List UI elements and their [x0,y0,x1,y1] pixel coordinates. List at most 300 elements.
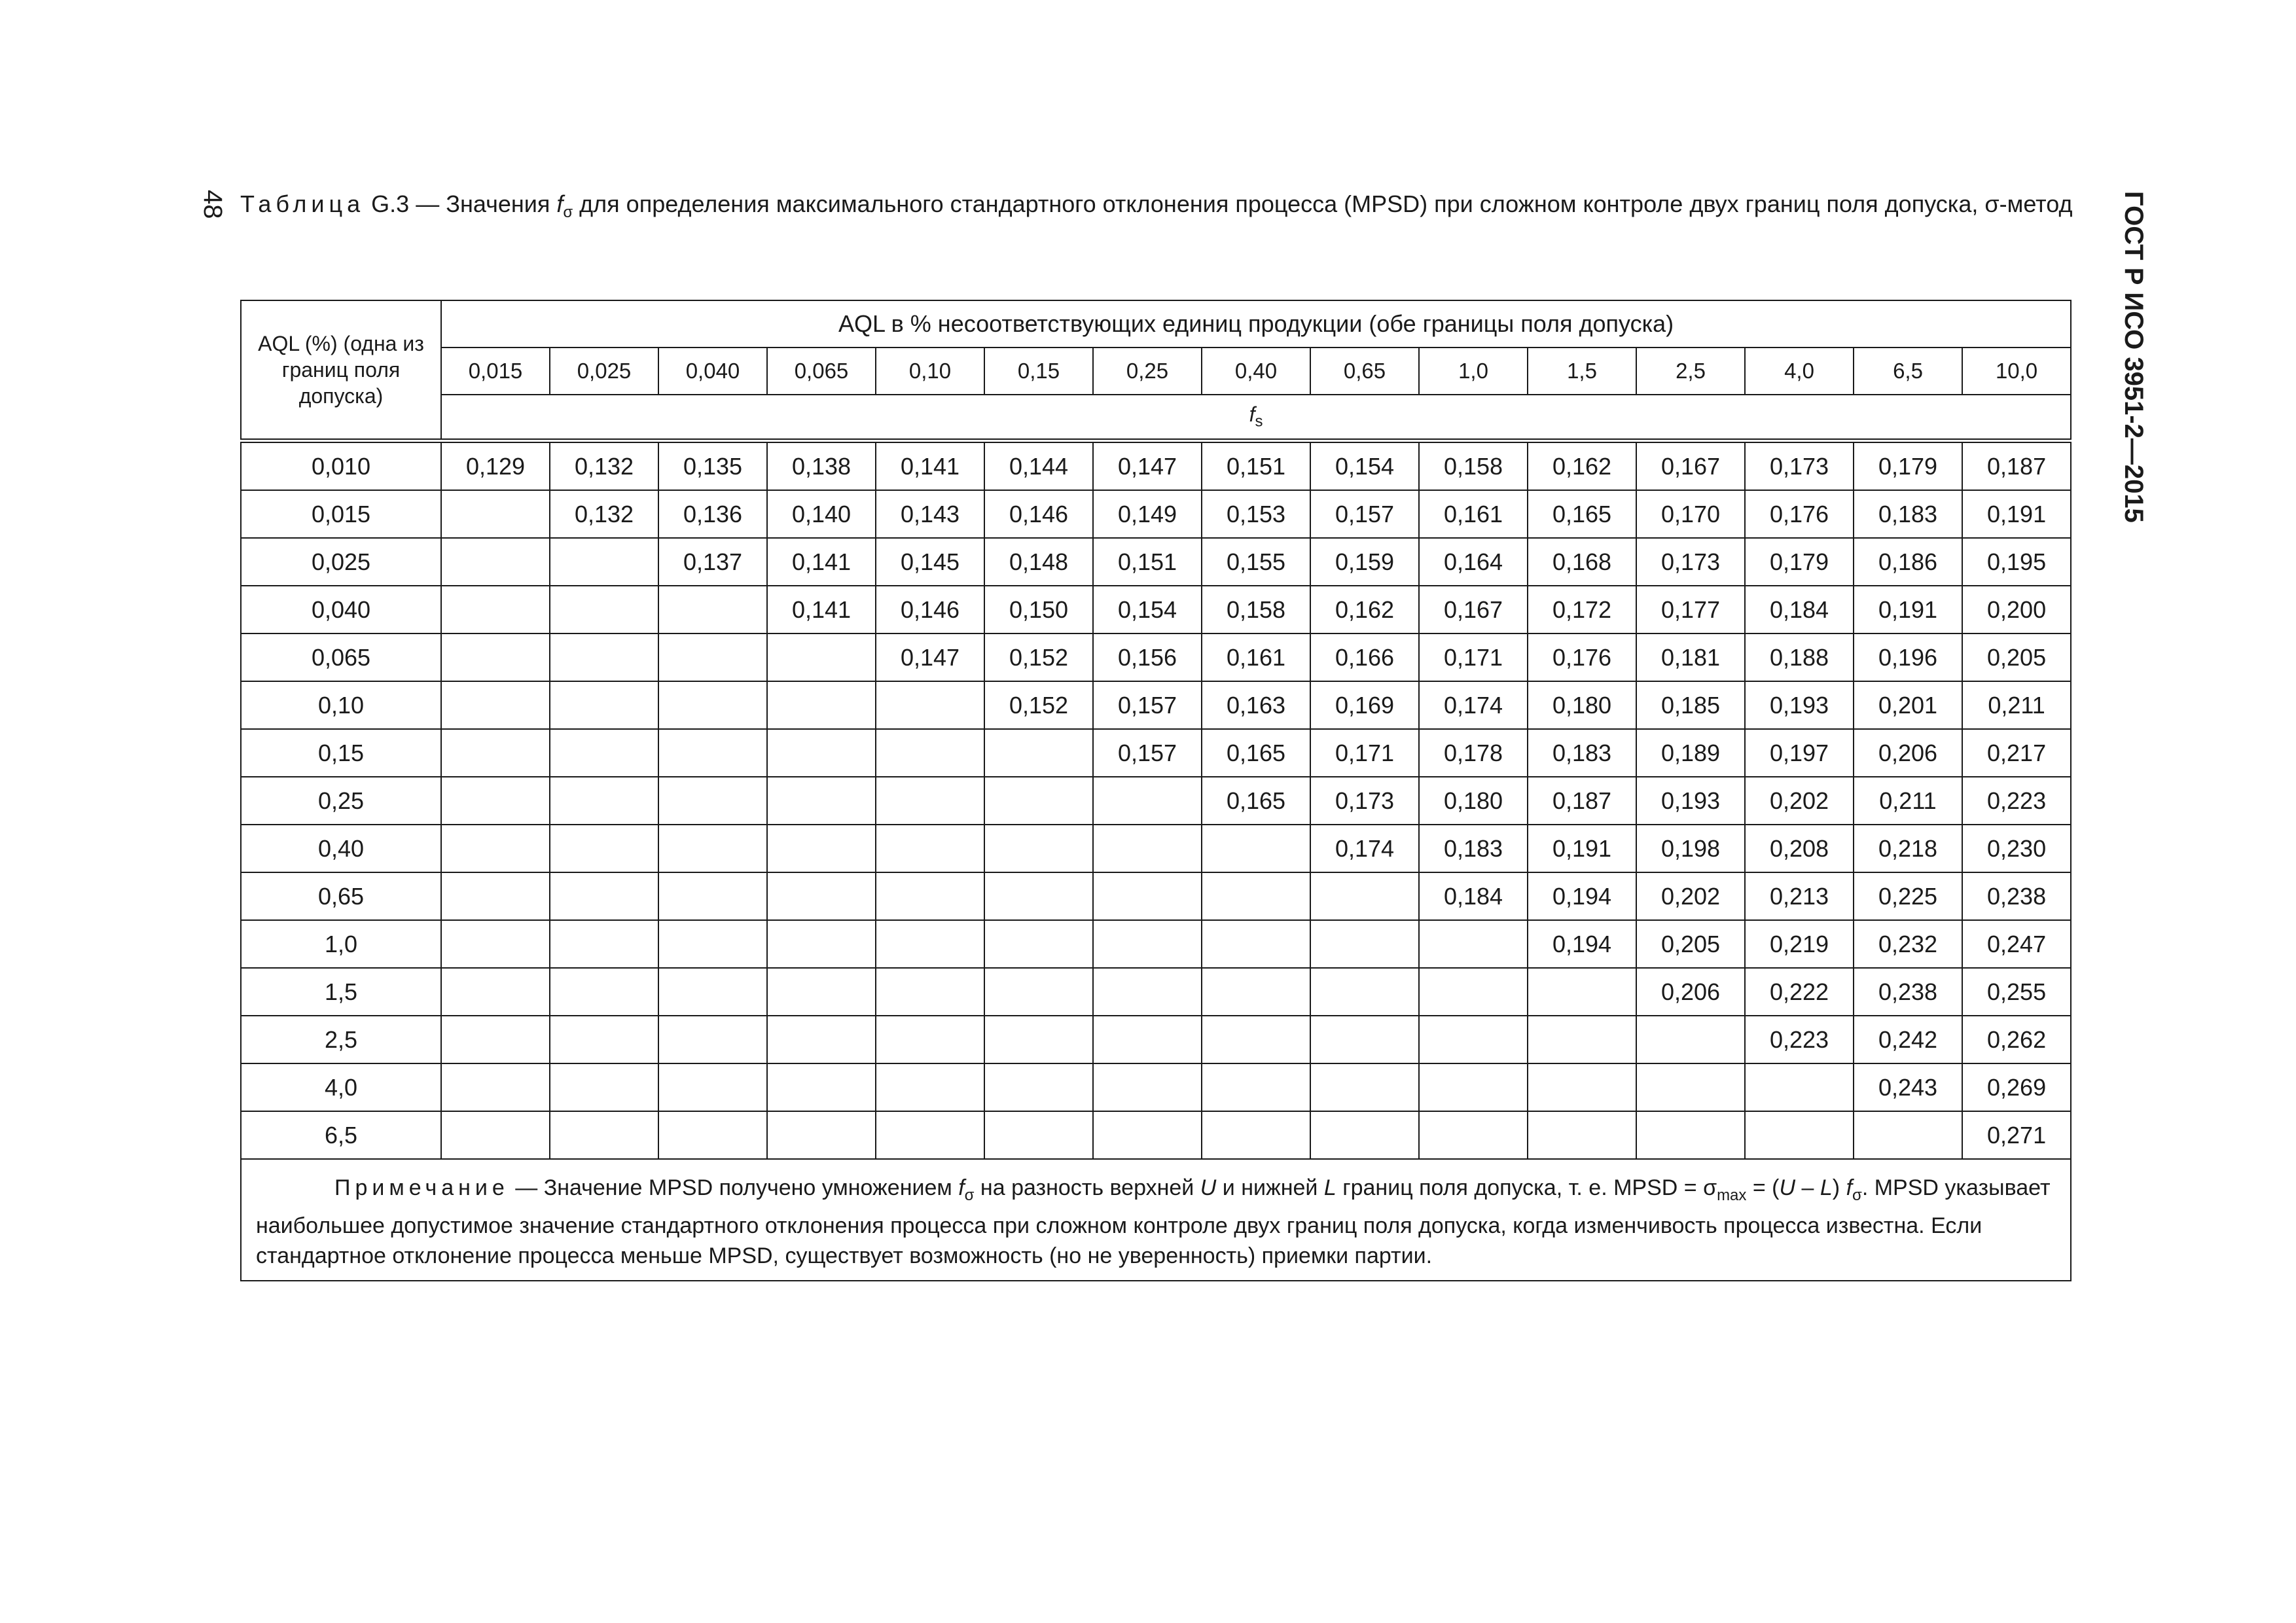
table-cell [876,968,984,1016]
note-label: Примечание [334,1175,509,1200]
table-cell: 0,137 [658,538,767,586]
table-row [241,825,2071,872]
note-u-symbol: U [1779,1175,1796,1200]
table-cell [876,872,984,920]
caption-number: G.3 [371,190,410,217]
note-text: границ поля допуска, т. е. MPSD = σ [1336,1175,1717,1200]
column-header: 0,025 [550,348,658,395]
column-header: 1,0 [1419,348,1528,395]
table-cell [550,1111,658,1159]
table-cell: 0,151 [1202,441,1310,491]
column-header: 6,5 [1854,348,1962,395]
table-cell [767,681,876,729]
table-cell [876,920,984,968]
table-cell: 0,148 [984,538,1093,586]
caption-label: Таблица [240,190,365,217]
table-row [241,1063,2071,1111]
table-row [241,681,2071,729]
table-cell: 0,218 [1854,825,1962,872]
table-cell: 0,198 [1636,825,1745,872]
table-cell [550,777,658,825]
column-header: 0,65 [1310,348,1419,395]
table-cell [441,968,550,1016]
table-cell: 0,163 [1202,681,1310,729]
table-cell [441,1111,550,1159]
table-cell [876,1063,984,1111]
table-cell: 0,143 [876,490,984,538]
table-cell: 0,144 [984,441,1093,491]
table-cell [1093,920,1202,968]
table-cell: 0,184 [1419,872,1528,920]
table-cell [550,729,658,777]
column-header: 0,25 [1093,348,1202,395]
table-cell: 0,242 [1854,1016,1962,1063]
table-cell [1419,968,1528,1016]
table-cell: 0,179 [1745,538,1854,586]
note-f-symbol: f [1846,1175,1853,1200]
table-cell [1528,968,1636,1016]
table-cell: 0,176 [1745,490,1854,538]
table-cell: 0,162 [1528,441,1636,491]
table-cell: 0,169 [1310,681,1419,729]
table-cell: 0,146 [984,490,1093,538]
table-cell [1202,968,1310,1016]
caption-text-before: — Значения [416,190,557,217]
row-aql-label: 0,10 [241,681,441,729]
table-cell: 0,187 [1962,441,2071,491]
table-cell: 0,206 [1854,729,1962,777]
table-cell: 0,213 [1745,872,1854,920]
table-cell: 0,171 [1310,729,1419,777]
table-cell: 0,153 [1202,490,1310,538]
table-cell: 0,145 [876,538,984,586]
table-cell: 0,166 [1310,633,1419,681]
document-code: ГОСТ Р ИСО 3951-2—2015 [2119,191,2148,523]
note-text: и нижней [1216,1175,1324,1200]
table-cell: 0,189 [1636,729,1745,777]
table-cell: 0,238 [1962,872,2071,920]
table-row [241,872,2071,920]
table-cell: 0,211 [1854,777,1962,825]
table-cell: 0,223 [1745,1016,1854,1063]
table-cell: 0,140 [767,490,876,538]
table-cell [1636,1016,1745,1063]
table-cell: 0,186 [1854,538,1962,586]
table-cell: 0,222 [1745,968,1854,1016]
row-aql-label: 1,5 [241,968,441,1016]
note-text: на разность верхней [974,1175,1200,1200]
note-l-symbol: L [1323,1175,1336,1200]
table-cell: 0,219 [1745,920,1854,968]
table-cell [1310,1016,1419,1063]
table-cell: 0,147 [876,633,984,681]
table-cell [550,633,658,681]
row-aql-label: 2,5 [241,1016,441,1063]
table-cell [1310,1111,1419,1159]
table-cell [550,968,658,1016]
table-cell [441,490,550,538]
table-cell: 0,164 [1419,538,1528,586]
column-header: 0,065 [767,348,876,395]
column-header: 0,15 [984,348,1093,395]
note-u-symbol: U [1200,1175,1217,1200]
table-cell [767,872,876,920]
table-row [241,441,2071,491]
table-cell: 0,158 [1419,441,1528,491]
table-cell: 0,129 [441,441,550,491]
caption-text-after: для определения максимального стандартного отклонения процесса (MPSD) при сложном контроле двух границ поля допуска, σ-метод [573,190,2073,217]
table-cell: 0,170 [1636,490,1745,538]
row-aql-label: 4,0 [241,1063,441,1111]
table-cell: 0,154 [1093,586,1202,633]
table-cell [658,729,767,777]
table-cell: 0,232 [1854,920,1962,968]
table-cell: 0,149 [1093,490,1202,538]
table-cell: 0,211 [1962,681,2071,729]
table-cell [1745,1063,1854,1111]
table-cell: 0,201 [1854,681,1962,729]
column-header-row [241,348,2071,395]
page-number: 48 [198,190,227,219]
table-row [241,777,2071,825]
table-cell: 0,147 [1093,441,1202,491]
table-cell [1202,1063,1310,1111]
table-cell [767,777,876,825]
table-cell [1093,825,1202,872]
table-cell [658,633,767,681]
table-cell: 0,152 [984,633,1093,681]
table-cell [550,1016,658,1063]
column-header: 4,0 [1745,348,1854,395]
table-cell: 0,152 [984,681,1093,729]
table-cell [1419,920,1528,968]
table-cell [1310,920,1419,968]
table-cell [1310,872,1419,920]
note-row [241,1159,2071,1281]
note-f-symbol: f [958,1175,965,1200]
table-cell [1093,1016,1202,1063]
table-cell [1419,1111,1528,1159]
table-cell: 0,173 [1310,777,1419,825]
table-cell: 0,157 [1310,490,1419,538]
note-sigma-sub: σ [1852,1186,1862,1204]
table-cell [441,920,550,968]
table-cell: 0,174 [1419,681,1528,729]
table-cell: 0,195 [1962,538,2071,586]
table-cell: 0,238 [1854,968,1962,1016]
table-cell [658,825,767,872]
table-cell: 0,146 [876,586,984,633]
table-cell [767,1016,876,1063]
table-cell: 0,179 [1854,441,1962,491]
table-cell: 0,181 [1636,633,1745,681]
table-cell: 0,165 [1202,777,1310,825]
table-cell: 0,197 [1745,729,1854,777]
table-cell [658,1016,767,1063]
table-cell: 0,141 [767,538,876,586]
table-cell: 0,255 [1962,968,2071,1016]
column-header: 2,5 [1636,348,1745,395]
table-cell: 0,180 [1528,681,1636,729]
table-cell [767,1111,876,1159]
row-aql-label: 6,5 [241,1111,441,1159]
column-header: 0,40 [1202,348,1310,395]
table-cell [984,1016,1093,1063]
table-cell [441,586,550,633]
table-cell [1528,1111,1636,1159]
table-cell: 0,136 [658,490,767,538]
table-cell [658,872,767,920]
table-cell: 0,187 [1528,777,1636,825]
table-cell [441,1016,550,1063]
table-cell: 0,193 [1745,681,1854,729]
table-cell: 0,141 [767,586,876,633]
column-header: 0,015 [441,348,550,395]
table-cell [658,1063,767,1111]
table-cell [984,777,1093,825]
row-aql-label: 0,040 [241,586,441,633]
row-aql-label: 0,25 [241,777,441,825]
table-cell: 0,168 [1528,538,1636,586]
table-cell: 0,262 [1962,1016,2071,1063]
table-cell: 0,178 [1419,729,1528,777]
table-cell [550,920,658,968]
table-cell [876,777,984,825]
table-cell [1093,968,1202,1016]
column-header: 1,5 [1528,348,1636,395]
table-cell: 0,194 [1528,872,1636,920]
table-cell [876,1016,984,1063]
table-cell [658,681,767,729]
table-row [241,586,2071,633]
table-cell [984,872,1093,920]
column-header: 0,10 [876,348,984,395]
table-cell [1419,1016,1528,1063]
table-caption [240,188,2073,228]
table-cell: 0,167 [1636,441,1745,491]
table-cell [876,729,984,777]
table-cell [1202,872,1310,920]
row-aql-label: 0,065 [241,633,441,681]
table-cell [441,777,550,825]
column-group-label: AQL в % несоответствующих единиц продукции (обе границы поля допуска) [441,300,2071,348]
table-cell: 0,243 [1854,1063,1962,1111]
table-row [241,1016,2071,1063]
table-cell: 0,161 [1202,633,1310,681]
table-cell: 0,154 [1310,441,1419,491]
table-cell [441,633,550,681]
table-cell: 0,162 [1310,586,1419,633]
table-row [241,633,2071,681]
table-cell: 0,183 [1854,490,1962,538]
table-cell [1093,1063,1202,1111]
table-cell [658,920,767,968]
table-cell [441,729,550,777]
table-row [241,968,2071,1016]
caption-symbol-sub: σ [563,204,573,222]
table-cell: 0,183 [1528,729,1636,777]
table-cell: 0,159 [1310,538,1419,586]
table-cell [984,1111,1093,1159]
table-cell: 0,177 [1636,586,1745,633]
column-header: 10,0 [1962,348,2071,395]
table-cell: 0,184 [1745,586,1854,633]
table-cell: 0,151 [1093,538,1202,586]
table-cell: 0,173 [1745,441,1854,491]
row-aql-label: 0,15 [241,729,441,777]
table-cell [658,1111,767,1159]
table-cell [1419,1063,1528,1111]
table-cell: 0,196 [1854,633,1962,681]
note-text: = ( [1746,1175,1780,1200]
factor-symbol-cell [441,395,2071,441]
table-cell: 0,205 [1636,920,1745,968]
table-cell [550,1063,658,1111]
table-cell: 0,150 [984,586,1093,633]
table-cell: 0,206 [1636,968,1745,1016]
table-cell: 0,156 [1093,633,1202,681]
table-cell [1310,1063,1419,1111]
table-cell: 0,180 [1419,777,1528,825]
table-cell [876,681,984,729]
table-cell [767,825,876,872]
note-max-sub: max [1717,1186,1747,1204]
table-cell [767,729,876,777]
table-cell: 0,230 [1962,825,2071,872]
table-cell: 0,158 [1202,586,1310,633]
table-cell: 0,174 [1310,825,1419,872]
table-row [241,729,2071,777]
table-cell [1310,968,1419,1016]
column-header: 0,040 [658,348,767,395]
table-cell: 0,191 [1854,586,1962,633]
table-cell [984,968,1093,1016]
table-cell: 0,191 [1528,825,1636,872]
table-cell [1202,825,1310,872]
table-cell [984,825,1093,872]
table-cell: 0,208 [1745,825,1854,872]
table-cell: 0,194 [1528,920,1636,968]
table-cell [1202,920,1310,968]
caption-symbol: f [556,190,564,217]
table-cell: 0,176 [1528,633,1636,681]
table-row [241,538,2071,586]
table-cell: 0,202 [1636,872,1745,920]
table-cell: 0,132 [550,441,658,491]
note-text: – [1795,1175,1820,1200]
table-cell [658,586,767,633]
table-cell: 0,225 [1854,872,1962,920]
table-cell: 0,185 [1636,681,1745,729]
table-cell [876,1111,984,1159]
table-cell: 0,217 [1962,729,2071,777]
table-cell: 0,172 [1528,586,1636,633]
table-cell [767,920,876,968]
table-cell [658,777,767,825]
table-cell [876,825,984,872]
table-cell [984,729,1093,777]
table-cell [441,538,550,586]
table-cell: 0,191 [1962,490,2071,538]
table-cell: 0,193 [1636,777,1745,825]
table-cell: 0,157 [1093,681,1202,729]
table-cell: 0,223 [1962,777,2071,825]
table-cell [1854,1111,1962,1159]
factor-symbol: f [1249,402,1255,427]
table-cell [767,633,876,681]
table-cell [550,681,658,729]
table-cell: 0,157 [1093,729,1202,777]
table-cell: 0,188 [1745,633,1854,681]
note-l-symbol: L [1820,1175,1833,1200]
table-cell: 0,173 [1636,538,1745,586]
table-cell: 0,165 [1202,729,1310,777]
note-sigma-sub: σ [964,1186,975,1204]
row-aql-label: 1,0 [241,920,441,968]
table-row [241,920,2071,968]
table-row [241,490,2071,538]
table-cell [1528,1063,1636,1111]
table-cell [1202,1016,1310,1063]
table-cell: 0,269 [1962,1063,2071,1111]
note-text: . MPSD указывает наибольшее допустимое значение стандартного отклонения процесса при сложном контроле двух границ поля допуска, когда изменчивость процесса известна. Если стандартное отклонение процесса меньше MPSD, существует возможность (но не уверенность) приемки партии. [256,1175,2051,1268]
table-cell: 0,165 [1528,490,1636,538]
note-text: — Значение MPSD получено умножением [509,1175,959,1200]
row-aql-label: 0,015 [241,490,441,538]
row-aql-label: 0,010 [241,441,441,491]
table-cell [1528,1016,1636,1063]
table-note [241,1159,2071,1281]
table-cell [441,872,550,920]
row-aql-label: 0,025 [241,538,441,586]
table-cell: 0,200 [1962,586,2071,633]
table-cell: 0,141 [876,441,984,491]
table-cell [1093,1111,1202,1159]
table-cell: 0,205 [1962,633,2071,681]
table-row [241,1111,2071,1159]
table-cell: 0,202 [1745,777,1854,825]
table-cell [984,1063,1093,1111]
table-cell: 0,271 [1962,1111,2071,1159]
table-cell: 0,247 [1962,920,2071,968]
table-cell [550,586,658,633]
row-aql-label: 0,65 [241,872,441,920]
data-table [240,300,2072,1281]
table-cell: 0,167 [1419,586,1528,633]
row-aql-label: 0,40 [241,825,441,872]
table-cell [658,968,767,1016]
table-cell: 0,155 [1202,538,1310,586]
table-cell [1093,777,1202,825]
table-cell [984,920,1093,968]
table-cell: 0,183 [1419,825,1528,872]
table-cell: 0,138 [767,441,876,491]
table-cell [550,825,658,872]
table-cell [550,872,658,920]
table-cell [1202,1111,1310,1159]
table-cell [441,1063,550,1111]
table-cell [441,825,550,872]
table-cell: 0,132 [550,490,658,538]
factor-sub: s [1255,412,1263,431]
table-cell [550,538,658,586]
table-cell [1636,1063,1745,1111]
table-cell [1093,872,1202,920]
table-cell: 0,171 [1419,633,1528,681]
table-cell [767,968,876,1016]
row-header-label: AQL (%) (одна из границ поля допуска) [241,300,441,441]
table-cell [1745,1111,1854,1159]
